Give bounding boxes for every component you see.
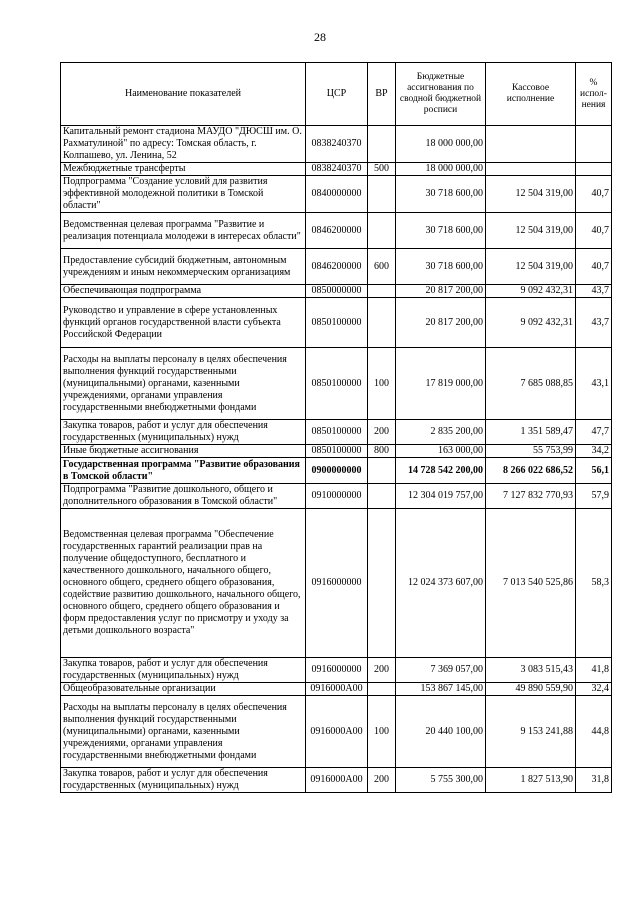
row-vr-cell [368, 126, 396, 163]
table-row [61, 176, 612, 213]
row-name-cell: Иные бюджетные ассигнования [61, 445, 306, 458]
row-budget-cell: 14 728 542 200,00 [396, 458, 486, 484]
row-pct-cell: 43,1 [576, 348, 612, 420]
row-name-cell: Общеобразовательные организации [61, 683, 306, 696]
row-budget-cell: 153 867 145,00 [396, 683, 486, 696]
row-csr-cell: 0850100000 [306, 420, 368, 445]
table-row [61, 658, 612, 683]
header-vr: ВР [368, 63, 396, 126]
table-body [61, 126, 612, 793]
row-budget-cell: 5 755 300,00 [396, 768, 486, 793]
row-csr-cell: 0916000А00 [306, 768, 368, 793]
row-pct-cell: 56,1 [576, 458, 612, 484]
row-csr-cell: 0916000А00 [306, 696, 368, 768]
row-budget-cell: 163 000,00 [396, 445, 486, 458]
row-pct-cell: 34,2 [576, 445, 612, 458]
row-budget-cell: 30 718 600,00 [396, 213, 486, 249]
row-vr-cell: 800 [368, 445, 396, 458]
table-row [61, 445, 612, 458]
row-cash-cell: 3 083 515,43 [486, 658, 576, 683]
table-row [61, 683, 612, 696]
page-number: 28 [314, 30, 326, 44]
row-cash-cell [486, 126, 576, 163]
row-budget-cell: 18 000 000,00 [396, 126, 486, 163]
row-cash-cell: 12 504 319,00 [486, 213, 576, 249]
row-cash-cell: 9 092 432,31 [486, 285, 576, 298]
header-name: Наименование показателей [61, 63, 306, 126]
row-vr-cell [368, 176, 396, 213]
row-cash-cell: 1 351 589,47 [486, 420, 576, 445]
row-vr-cell [368, 298, 396, 348]
table-row [61, 213, 612, 249]
table-row [61, 249, 612, 285]
row-pct-cell: 32,4 [576, 683, 612, 696]
row-csr-cell: 0916000000 [306, 509, 368, 658]
header-pct: % испол-нения [576, 63, 612, 126]
row-pct-cell: 40,7 [576, 249, 612, 285]
row-budget-cell: 7 369 057,00 [396, 658, 486, 683]
row-budget-cell: 30 718 600,00 [396, 176, 486, 213]
budget-execution-table [60, 62, 612, 793]
table-row [61, 348, 612, 420]
row-vr-cell: 100 [368, 696, 396, 768]
row-name-cell: Закупка товаров, работ и услуг для обеспечения государственных (муниципальных) нужд [61, 768, 306, 793]
row-cash-cell: 7 127 832 770,93 [486, 484, 576, 509]
header-cash: Кассовое исполнение [486, 63, 576, 126]
row-name-cell: Подпрограмма "Развитие дошкольного, общего и дополнительного образования в Томской области" [61, 484, 306, 509]
row-name-cell: Предоставление субсидий бюджетным, автономным учреждениям и иным некоммерческим организациям [61, 249, 306, 285]
row-pct-cell: 44,8 [576, 696, 612, 768]
header-csr: ЦСР [306, 63, 368, 126]
row-csr-cell: 0840000000 [306, 176, 368, 213]
row-name-cell: Подпрограмма "Создание условий для развития эффективной молодежной политики в Томской области" [61, 176, 306, 213]
row-vr-cell [368, 213, 396, 249]
table-row [61, 768, 612, 793]
table-row [61, 285, 612, 298]
row-pct-cell [576, 126, 612, 163]
row-cash-cell: 9 092 432,31 [486, 298, 576, 348]
row-name-cell: Закупка товаров, работ и услуг для обеспечения государственных (муниципальных) нужд [61, 420, 306, 445]
row-name-cell: Ведомственная целевая программа "Обеспечение государственных гарантий реализации прав на получение общедоступного, бесплатного и качественного дошкольного, начального общего, основного общего, среднего общего образования, содействие развитию дошкольного, начального общего, основного общего, среднего общего образования и форм предоставления услуг по присмотру и уходу за детьми дошкольного возраста" [61, 509, 306, 658]
row-vr-cell [368, 683, 396, 696]
row-name-cell: Капитальный ремонт стадиона МАУДО "ДЮСШ им. О. Рахматулиной" по адресу: Томская область, г. Колпашево, ул. Ленина, 52 [61, 126, 306, 163]
row-pct-cell: 40,7 [576, 176, 612, 213]
row-vr-cell: 200 [368, 768, 396, 793]
row-budget-cell: 18 000 000,00 [396, 163, 486, 176]
row-csr-cell: 0900000000 [306, 458, 368, 484]
row-budget-cell: 17 819 000,00 [396, 348, 486, 420]
table-row [61, 484, 612, 509]
row-csr-cell: 0910000000 [306, 484, 368, 509]
row-pct-cell: 40,7 [576, 213, 612, 249]
row-vr-cell [368, 509, 396, 658]
row-budget-cell: 20 817 200,00 [396, 285, 486, 298]
row-cash-cell: 7 685 088,85 [486, 348, 576, 420]
row-csr-cell: 0850100000 [306, 298, 368, 348]
row-csr-cell: 0916000000 [306, 658, 368, 683]
row-cash-cell: 55 753,99 [486, 445, 576, 458]
row-vr-cell: 100 [368, 348, 396, 420]
header-budget: Бюджетные ассигнования по сводной бюджетной росписи [396, 63, 486, 126]
row-csr-cell: 0846200000 [306, 213, 368, 249]
row-name-cell: Обеспечивающая подпрограмма [61, 285, 306, 298]
table-row [61, 126, 612, 163]
table-row [61, 509, 612, 658]
table-row [61, 163, 612, 176]
row-csr-cell: 0850000000 [306, 285, 368, 298]
row-pct-cell [576, 163, 612, 176]
table-header-row [61, 63, 612, 126]
row-budget-cell: 20 817 200,00 [396, 298, 486, 348]
row-csr-cell: 0838240370 [306, 163, 368, 176]
row-name-cell: Закупка товаров, работ и услуг для обеспечения государственных (муниципальных) нужд [61, 658, 306, 683]
row-csr-cell: 0838240370 [306, 126, 368, 163]
row-csr-cell: 0846200000 [306, 249, 368, 285]
row-cash-cell [486, 163, 576, 176]
table-row [61, 420, 612, 445]
row-vr-cell [368, 484, 396, 509]
row-budget-cell: 30 718 600,00 [396, 249, 486, 285]
table-row [61, 696, 612, 768]
row-pct-cell: 47,7 [576, 420, 612, 445]
row-pct-cell: 57,9 [576, 484, 612, 509]
row-vr-cell: 200 [368, 658, 396, 683]
row-cash-cell: 8 266 022 686,52 [486, 458, 576, 484]
row-cash-cell: 7 013 540 525,86 [486, 509, 576, 658]
row-name-cell: Расходы на выплаты персоналу в целях обеспечения выполнения функций государственными (муниципальными) органами, казенными учреждениями, органами управления государственными внебюджетными фондами [61, 696, 306, 768]
row-cash-cell: 49 890 559,90 [486, 683, 576, 696]
row-vr-cell: 200 [368, 420, 396, 445]
row-pct-cell: 31,8 [576, 768, 612, 793]
row-name-cell: Межбюджетные трансферты [61, 163, 306, 176]
row-name-cell: Руководство и управление в сфере установленных функций органов государственной власти субъекта Российской Федерации [61, 298, 306, 348]
row-csr-cell: 0916000А00 [306, 683, 368, 696]
row-csr-cell: 0850100000 [306, 445, 368, 458]
row-cash-cell: 12 504 319,00 [486, 176, 576, 213]
table-row [61, 458, 612, 484]
row-budget-cell: 2 835 200,00 [396, 420, 486, 445]
row-name-cell: Государственная программа "Развитие образования в Томской области" [61, 458, 306, 484]
row-vr-cell: 600 [368, 249, 396, 285]
row-name-cell: Расходы на выплаты персоналу в целях обеспечения выполнения функций государственными (муниципальными) органами, казенными учреждениями, органами управления государственными внебюджетными фондами [61, 348, 306, 420]
row-budget-cell: 12 024 373 607,00 [396, 509, 486, 658]
row-cash-cell: 1 827 513,90 [486, 768, 576, 793]
row-name-cell: Ведомственная целевая программа "Развитие и реализация потенциала молодежи в интересах области" [61, 213, 306, 249]
row-cash-cell: 9 153 241,88 [486, 696, 576, 768]
row-csr-cell: 0850100000 [306, 348, 368, 420]
row-pct-cell: 41,8 [576, 658, 612, 683]
row-vr-cell [368, 458, 396, 484]
row-budget-cell: 12 304 019 757,00 [396, 484, 486, 509]
row-pct-cell: 43,7 [576, 298, 612, 348]
table-row [61, 298, 612, 348]
row-budget-cell: 20 440 100,00 [396, 696, 486, 768]
row-pct-cell: 43,7 [576, 285, 612, 298]
row-pct-cell: 58,3 [576, 509, 612, 658]
row-vr-cell: 500 [368, 163, 396, 176]
row-vr-cell [368, 285, 396, 298]
row-cash-cell: 12 504 319,00 [486, 249, 576, 285]
